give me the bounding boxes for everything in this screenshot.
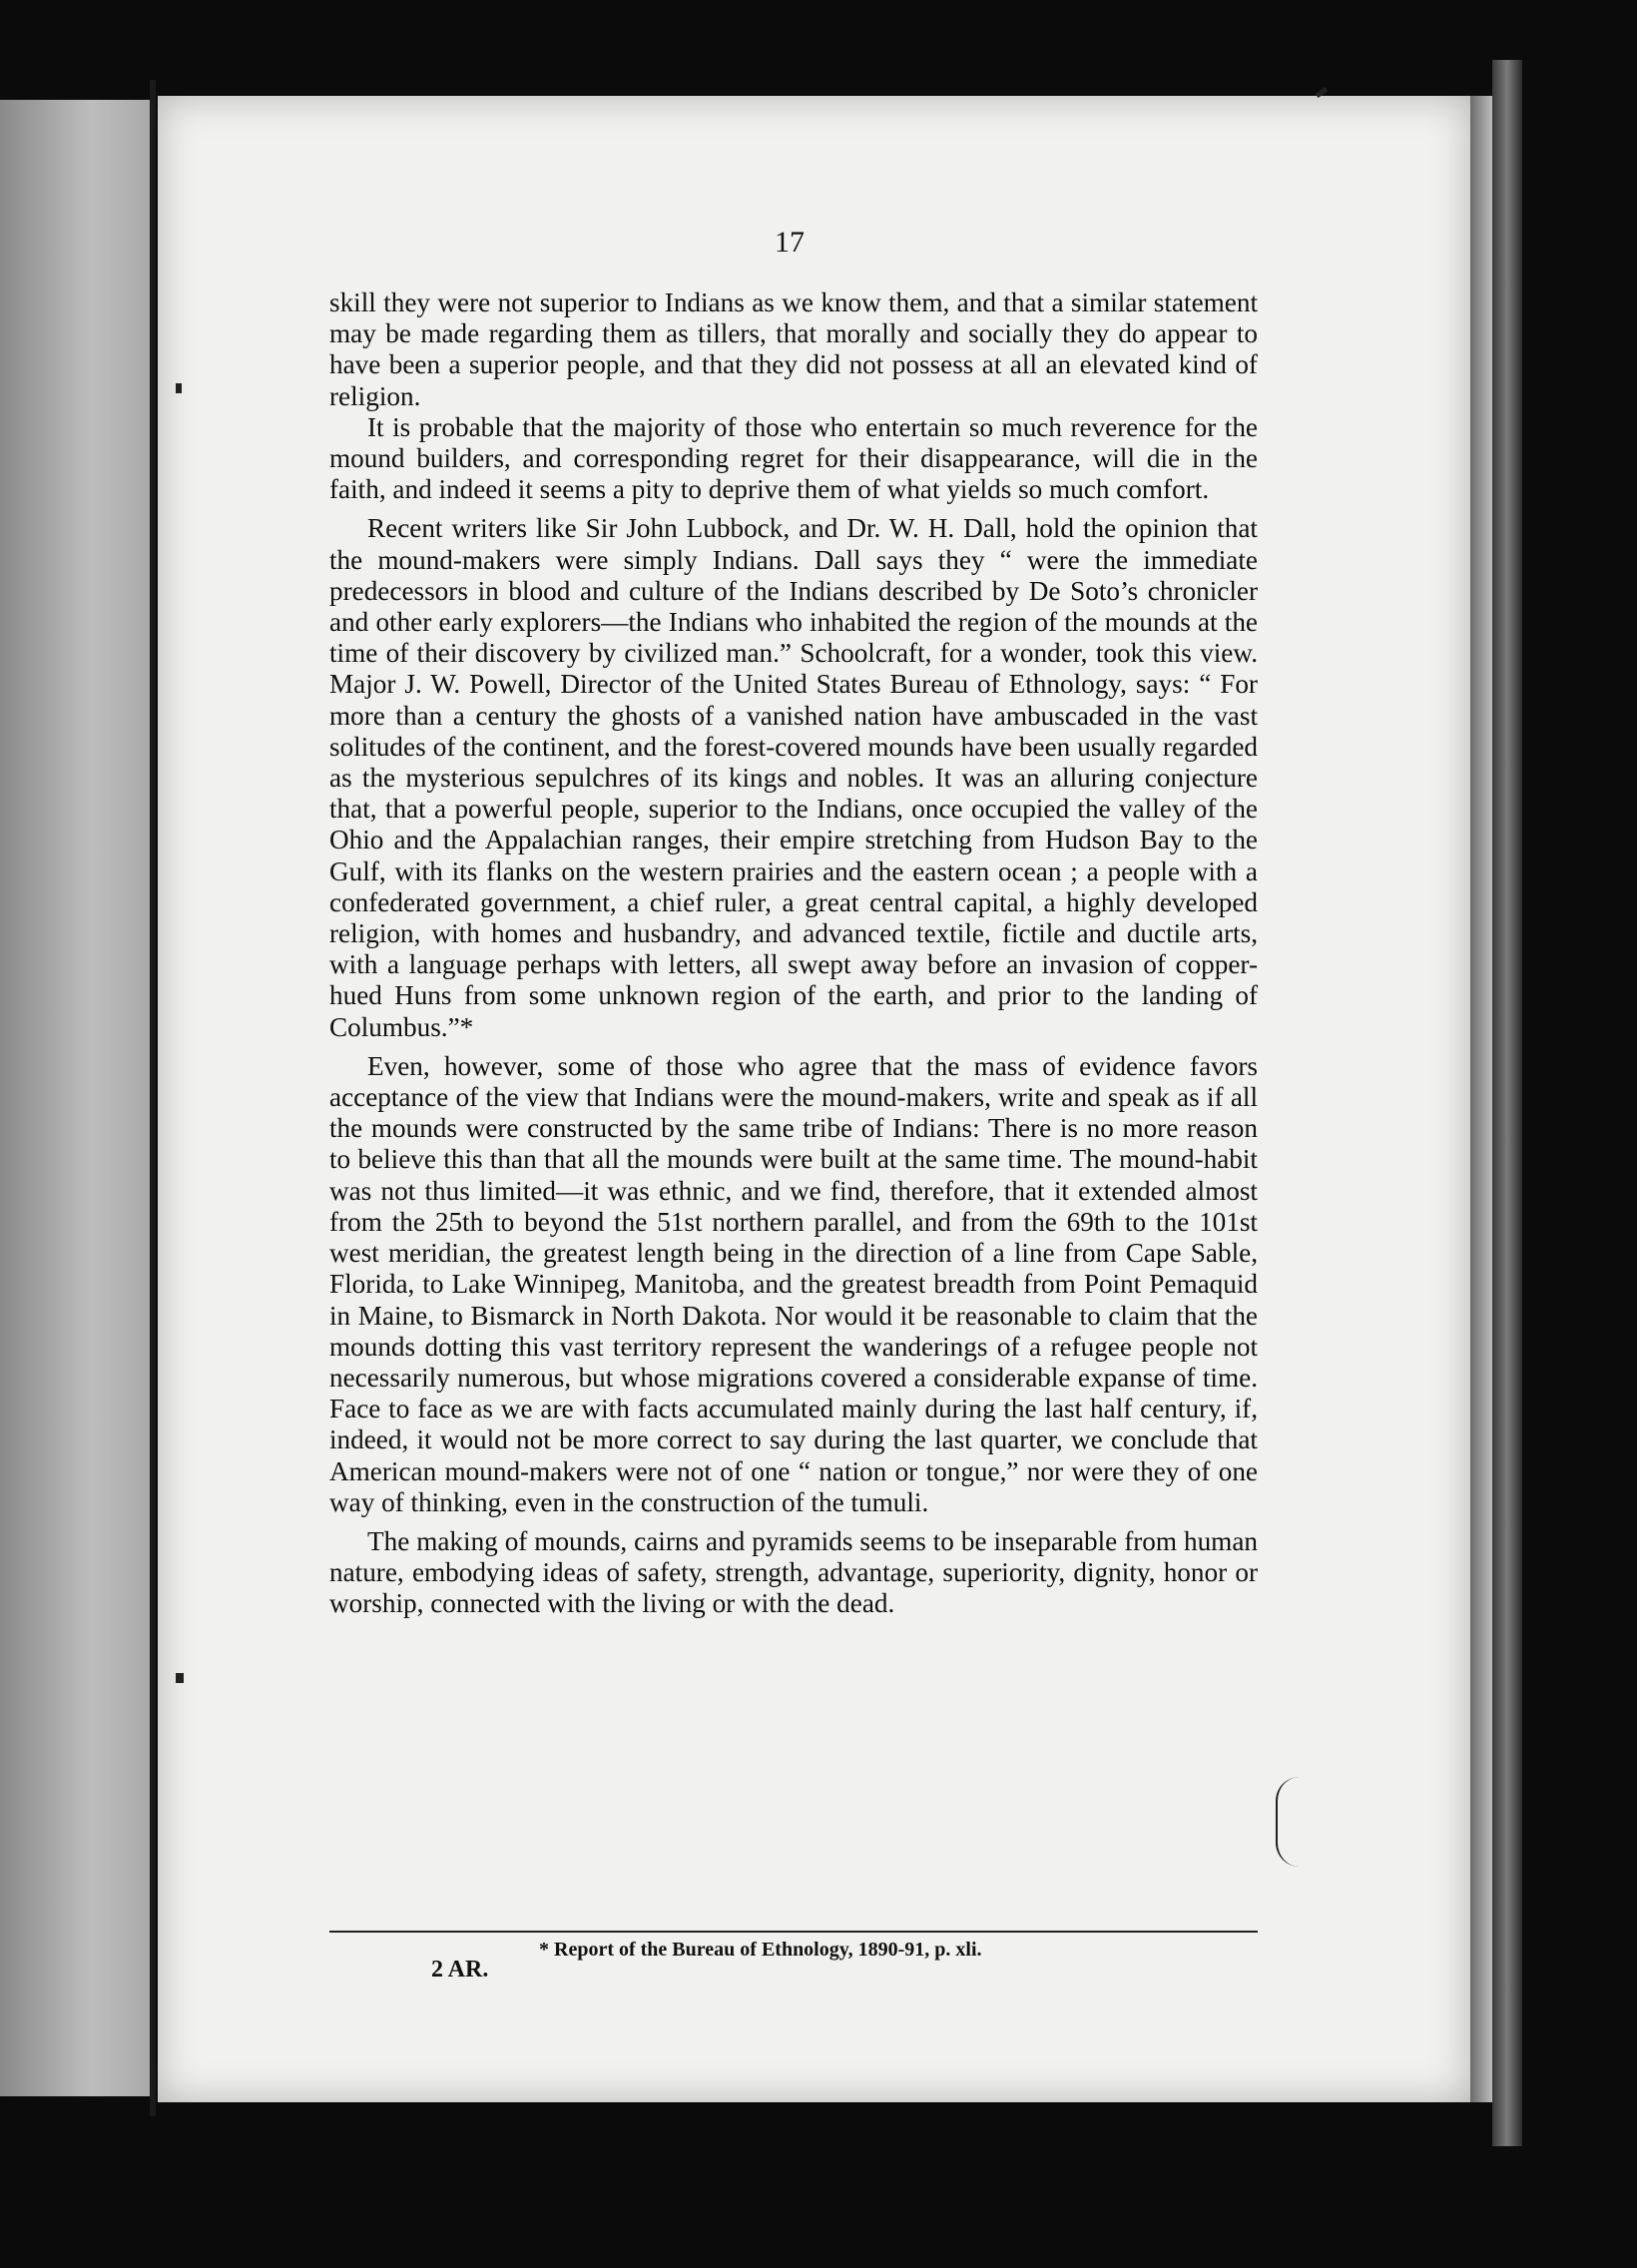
signature-mark: 2 AR. — [431, 1957, 489, 1983]
page-number: 17 — [775, 226, 805, 259]
paragraph: Recent writers like Sir John Lubbock, and Dr. W. H. Dall, hold the opinion that the mound-makers were simply Indians. Dall says they “ were the immediate predecessors in blood and culture of the Indians described by De Soto’s chronicler and other early explorers—the Indians who inhabited the region of the mounds at the time of their discovery by civilized man.” Schoolcraft, for a wonder, took this view. Major J. W. Powell, Director of the United States Bureau of Ethnology, says: “ For more than a century the ghosts of a vanished nation have ambuscaded in the vast solitudes of the continent, and the forest-covered mounds have been usually regarded as the mysterious sepulchres of its kings and nobles. It was an alluring conjecture that, that a powerful people, superior to the Indians, once occupied the valley of the Ohio and the Appalachian ranges, their empire stretching from Hudson Bay to the Gulf, with its flanks on the western prairies and the eastern ocean ; a people with a confederated government, a chief ruler, a great central capital, a highly developed religion, with homes and husbandry, and advanced textile, fictile and ductile arts, with a language perhaps with letters, all swept away before an invasion of copper-hued Huns from some unknown region of the earth, and prior to the landing of Columbus.”* — [329, 513, 1258, 1042]
margin-speck — [176, 383, 182, 393]
paragraph: It is probable that the majority of those who entertain so much reverence for the mound builders, and corresponding regret for their disappearance, will die in the faith, and indeed it seems a pity to deprive them of what yields so much comfort. — [329, 411, 1258, 505]
paragraph: Even, however, some of those who agree that the mass of evidence favors acceptance of the view that Indians were the mound-makers, write and speak as if all the mounds were constructed by the same tribe of Indians: There is no more reason to believe this than that all the mounds were built at the same time. The mound-habit was not thus limited—it was ethnic, and we find, therefore, that it extended almost from the 25th to beyond the 51st northern parallel, and from the 69th to the 101st west meridian, the greatest length being in the direction of a line from Cape Sable, Florida, to Lake Winnipeg, Manitoba, and the greatest breadth from Point Pemaquid in Maine, to Bismarck in North Dakota. Nor would it be reasonable to claim that the mounds dotting this vast territory represent the wanderings of a refugee people not necessarily numerous, but whose migrations covered a considerable expanse of time. Face to face as we are with facts accumulated mainly during the last half century, if, indeed, it would not be more correct to say during the last quarter, we conclude that American mound-makers were not of one “ nation or tongue,” nor were they of one way of thinking, even in the construction of the tumuli. — [329, 1050, 1258, 1517]
paragraph: The making of mounds, cairns and pyramids seems to be inseparable from human nature, embodying ideas of safety, strength, advantage, superiority, dignity, honor or worship, connected with the living or with the dead. — [329, 1525, 1258, 1619]
paragraph: skill they were not superior to Indians as we know them, and that a similar statement may be made regarding them as tillers, that morally and socially they do appear to have been a superior people, and that they did not possess at all an elevated kind of religion. — [329, 287, 1258, 411]
margin-speck — [176, 1673, 184, 1683]
footnote: * Report of the Bureau of Ethnology, 1890-91, p. xli. — [539, 1939, 982, 1961]
margin-pencil-bracket — [1276, 1777, 1300, 1867]
facing-page-edge — [0, 100, 152, 2096]
footnote-rule — [329, 1931, 1258, 1933]
page-body — [329, 287, 1258, 1620]
page-fore-edge — [1470, 96, 1492, 2102]
book-gutter — [150, 80, 156, 2116]
binding-edge — [1492, 60, 1522, 2146]
